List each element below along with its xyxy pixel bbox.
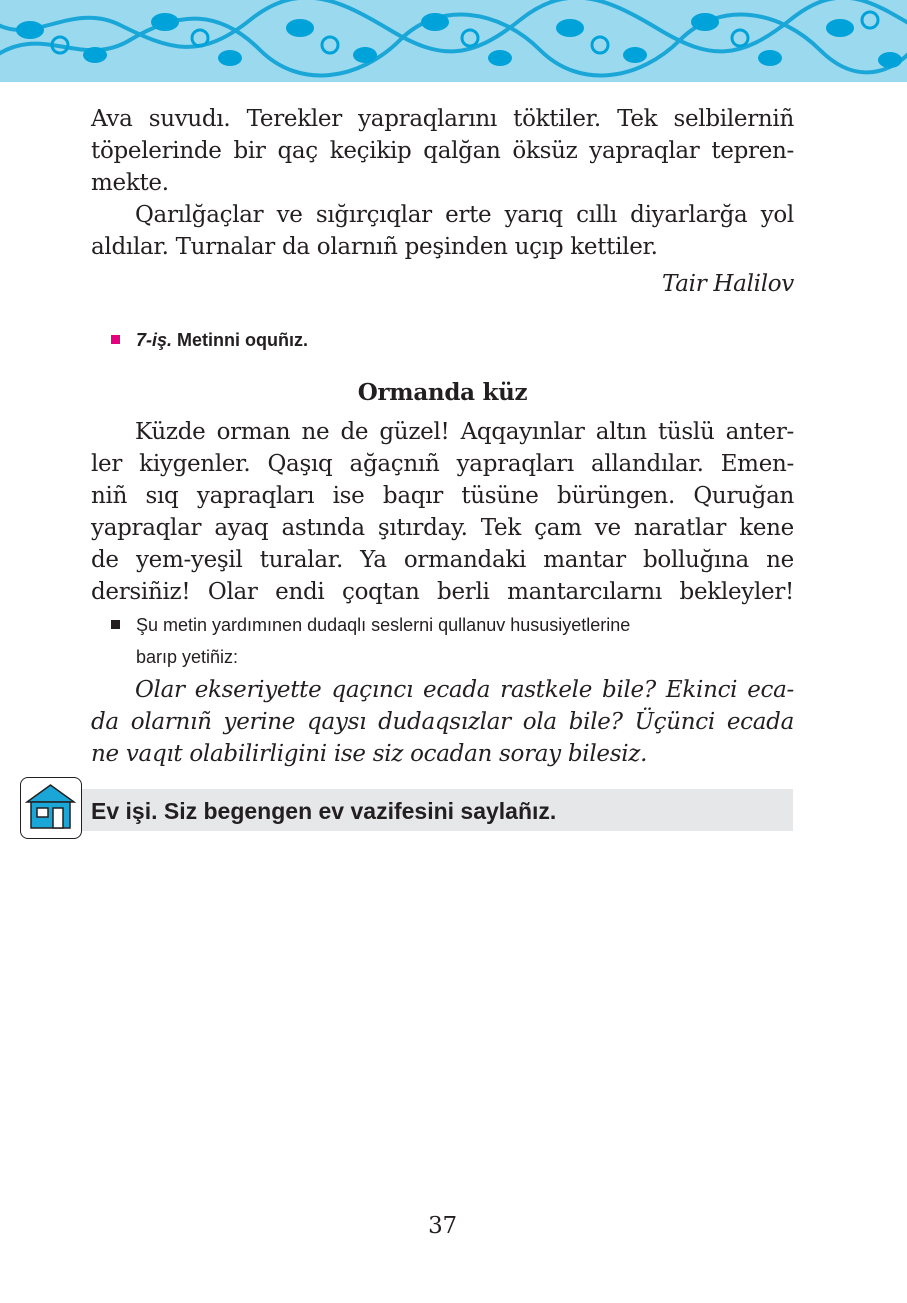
decorative-ornament-banner [0, 0, 907, 82]
text-line: aldılar. Turnalar da olarnıñ peşinden uçıp kettiler. [91, 234, 658, 260]
question-text: Şu metin yardımınen dudaqlı seslerni qullanuv hususiyetlerine [136, 615, 631, 635]
pink-square-bullet-icon [111, 335, 120, 344]
story-line: yapraqlar ayaq astında şıtırday. Tek çam ve naratlar kene [91, 515, 794, 541]
story-line: de yem-yeşil turalar. Ya ormandaki mantar bolluğına ne [91, 547, 794, 573]
text-line: töpelerinde bir qaç keçikip qalğan öksüz yapraqlar tepren- [91, 138, 794, 164]
story-title: Ormanda küz [357, 379, 528, 406]
author-name: Tair Halilov [661, 271, 794, 297]
question-line: barıp yetiñiz: [136, 647, 239, 667]
text-line: Ava suvudı. Terekler yapraqlarını töktiler. Tek selbilerniñ [91, 106, 794, 132]
page-number: 37 [428, 1213, 457, 1239]
text-line: mekte. [91, 170, 169, 196]
task-number: 7-iş. [136, 330, 173, 350]
question-italic-line: da olarnıñ yerine qaysı dudaqsızlar ola bile? Üçünci ecada [91, 709, 794, 735]
story-line: niñ sıq yapraqları ise baqır tüsüne bürüngen. Quruğan [91, 483, 794, 509]
story-line: dersiñiz! Olar endi çoqtan berli mantarcılarnı bekleyler! [91, 579, 794, 605]
question-italic-line: ne vaqıt olabilirligini ise siz ocadan soray bilesiz. [91, 741, 648, 767]
story-line: Küzde orman ne de güzel! Aqqayınlar altın tüslü anter- [135, 419, 794, 445]
floral-ornament-icon [0, 0, 907, 82]
question-line [111, 610, 630, 640]
black-square-bullet-icon [111, 620, 120, 629]
house-icon [20, 777, 82, 839]
homework-text: Ev işi. Siz begengen ev vazifesini saylañız. [91, 798, 557, 824]
task-heading [111, 328, 308, 352]
task-text: Metinni oquñız. [172, 330, 309, 350]
story-line: ler kiygenler. Qaşıq ağaçnıñ yapraqları allandılar. Emen- [91, 451, 794, 477]
text-line: Qarılğaçlar ve sığırçıqlar erte yarıq cıllı diyarlarğa yol [135, 202, 794, 228]
question-italic-line: Olar ekseriyette qaçıncı ecada rastkele bile? Ekinci eca- [135, 677, 794, 703]
